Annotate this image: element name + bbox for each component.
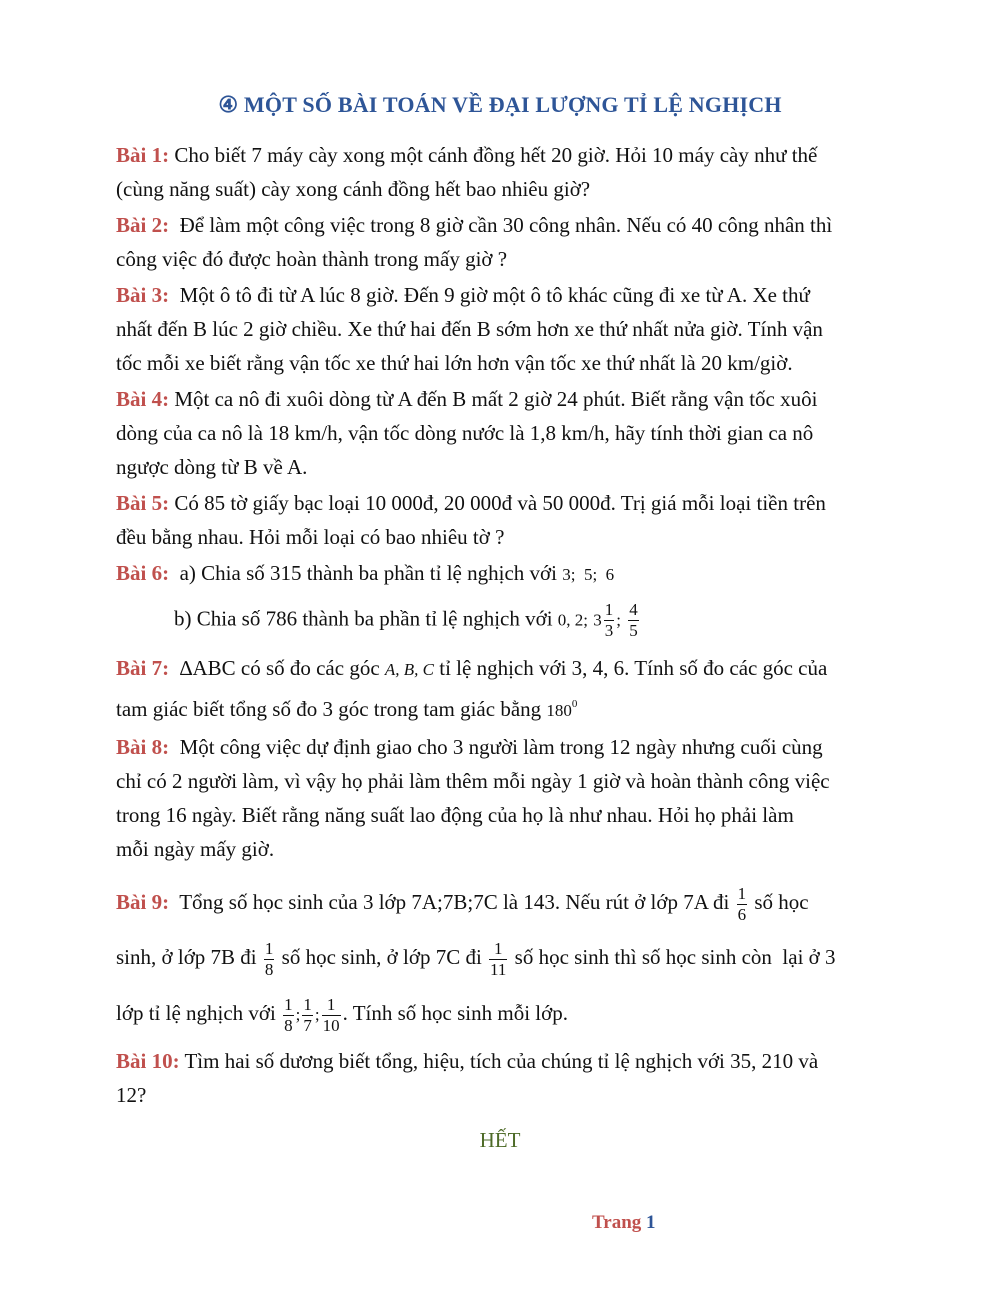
problem-6-b <box>116 600 908 641</box>
problem-9-label: Bài 9: <box>116 890 170 914</box>
problem-4 <box>116 382 908 484</box>
problem-7-text-3: tam giác biết tổng số đo 3 góc trong tam giác bằng <box>116 697 542 721</box>
page-title: ④ MỘT SỐ BÀI TOÁN VỀ ĐẠI LƯỢNG TỈ LỆ NGHỊCH <box>218 92 782 117</box>
problem-6-label: Bài 6: <box>116 561 170 585</box>
problem-8-line-2: chỉ có 2 người làm, vì vậy họ phải làm thêm mỗi ngày 1 giờ và hoàn thành công việc <box>116 769 830 793</box>
problem-8-line-1: Một công việc dự định giao cho 3 người làm trong 12 ngày nhưng cuối cùng <box>179 735 823 759</box>
problem-1-line-2: (cùng năng suất) cày xong cánh đồng hết bao nhiêu giờ? <box>116 177 591 201</box>
problem-9-line-2 <box>116 932 908 982</box>
problem-9-fraction-7c <box>489 939 507 980</box>
problem-2 <box>116 208 908 276</box>
fraction-numerator: 1 <box>264 938 274 958</box>
fraction-numerator: 1 <box>604 600 614 619</box>
problem-5-line-1: Có 85 tờ giấy bạc loại 10 000đ, 20 000đ và 50 000đ. Trị giá mỗi loại tiền trên <box>174 491 826 515</box>
problem-10-label: Bài 10: <box>116 1049 180 1073</box>
problem-9-ratio-1 <box>283 995 294 1036</box>
fraction-denominator: 10 <box>322 1015 340 1035</box>
problem-8-line-3: trong 16 ngày. Biết rằng năng suất lao động của họ là như nhau. Hỏi họ phải làm <box>116 803 794 827</box>
problem-8 <box>116 730 908 866</box>
fraction-numerator: 1 <box>737 883 747 903</box>
problem-7 <box>116 651 908 728</box>
problem-9-line-1 <box>116 878 908 926</box>
problem-9-fraction-7a <box>737 884 748 925</box>
problem-2-line-2: công việc đó được hoàn thành trong mấy giờ ? <box>116 247 508 271</box>
problem-4-line-1: Một ca nô đi xuôi dòng từ A đến B mất 2 giờ 24 phút. Biết rằng vận tốc xuôi <box>174 387 818 411</box>
page-footer <box>592 1212 656 1234</box>
problem-6-part-b: b) Chia số 786 thành ba phần tỉ lệ nghịch với <box>174 606 553 631</box>
problem-9-text-5: số học sinh thì số học sinh còn lại ở 3 <box>514 945 836 969</box>
problem-9-text-6: lớp tỉ lệ nghịch với <box>116 1001 276 1025</box>
problem-3 <box>116 278 908 380</box>
end-marker: HẾT <box>479 1128 521 1152</box>
problem-6-b-fraction-2 <box>628 600 639 641</box>
problem-6-part-a: a) Chia số 315 thành ba phần tỉ lệ nghịch với <box>179 561 557 585</box>
problem-9 <box>116 878 908 1040</box>
problem-3-line-1: Một ô tô đi từ A lúc 8 giờ. Đến 9 giờ một ô tô khác cũng đi xe từ A. Xe thứ <box>179 283 810 307</box>
page-number: 1 <box>646 1212 656 1233</box>
problem-9-ratio-2 <box>302 995 313 1036</box>
fraction-denominator: 6 <box>737 904 747 924</box>
page-label: Trang <box>592 1212 642 1233</box>
fraction-denominator: 8 <box>264 959 274 979</box>
problem-2-label: Bài 2: <box>116 213 170 237</box>
problem-6-b-value-1: 0, 2; <box>557 610 589 630</box>
problem-1-label: Bài 1: <box>116 143 170 167</box>
fraction-numerator: 1 <box>303 994 312 1014</box>
problem-9-text-3: sinh, ở lớp 7B đi <box>116 945 257 969</box>
problem-9-text-4: số học sinh, ở lớp 7C đi <box>281 945 482 969</box>
problem-6-b-whole: 3 <box>593 610 602 630</box>
problem-3-line-2: nhất đến B lúc 2 giờ chiều. Xe thứ hai đến B sớm hơn xe thứ nhất nửa giờ. Tính vận <box>116 317 823 341</box>
problem-9-fraction-7b <box>264 939 275 980</box>
problem-7-text-1: ∆ABC có số đo các góc <box>179 656 380 680</box>
problem-10-line-1: Tìm hai số dương biết tổng, hiệu, tích của chúng tỉ lệ nghịch với 35, 210 và <box>184 1049 819 1073</box>
problem-7-text-2: tỉ lệ nghịch với 3, 4, 6. Tính số đo các góc của <box>439 656 828 680</box>
problem-6-b-fraction-1 <box>604 600 615 641</box>
fraction-numerator: 1 <box>326 994 336 1014</box>
problem-9-text-7: . Tính số học sinh mỗi lớp. <box>342 1001 568 1025</box>
problem-9-ratio-3 <box>322 995 341 1036</box>
problem-5 <box>116 486 908 554</box>
problem-9-text-2: số học <box>754 890 809 914</box>
problem-7-label: Bài 7: <box>116 656 170 680</box>
fraction-denominator: 3 <box>604 621 614 640</box>
problem-4-line-2: dòng của ca nô là 18 km/h, vận tốc dòng nước là 1,8 km/h, hãy tính thời gian ca nô <box>116 421 814 445</box>
problem-5-line-2: đều bằng nhau. Hỏi mỗi loại có bao nhiêu tờ ? <box>116 525 505 549</box>
fraction-numerator: 1 <box>493 938 503 958</box>
problem-4-label: Bài 4: <box>116 387 170 411</box>
separator: ; <box>295 1005 301 1024</box>
problem-8-line-4: mỗi ngày mấy giờ. <box>116 837 275 861</box>
problem-6 <box>116 556 908 592</box>
problem-5-label: Bài 5: <box>116 491 170 515</box>
fraction-numerator: 1 <box>284 994 293 1014</box>
problem-10 <box>116 1044 908 1112</box>
fraction-denominator: 11 <box>490 959 507 979</box>
problem-4-line-3: ngược dòng từ B về A. <box>116 455 308 479</box>
problem-7-angles: A, B, C <box>384 660 435 679</box>
problem-3-line-3: tốc mỗi xe biết rằng vận tốc xe thứ hai lớn hơn vận tốc xe thứ nhất là 20 km/giờ. <box>116 351 793 375</box>
problem-9-line-3 <box>116 988 908 1040</box>
problem-6-a-values: 3; 5; 6 <box>562 565 615 584</box>
fraction-denominator: 5 <box>629 621 638 640</box>
separator: ; <box>616 610 622 630</box>
problem-3-label: Bài 3: <box>116 283 170 307</box>
fraction-numerator: 4 <box>629 600 638 619</box>
fraction-denominator: 7 <box>303 1015 312 1035</box>
problem-9-text-1: Tổng số học sinh của 3 lớp 7A;7B;7C là 143. Nếu rút ở lớp 7A đi <box>179 890 730 914</box>
degree-superscript: 0 <box>571 698 578 710</box>
problem-2-line-1: Để làm một công việc trong 8 giờ cần 30 công nhân. Nếu có 40 công nhân thì <box>179 213 833 237</box>
problem-7-degree: 180 <box>546 701 572 720</box>
problem-list <box>116 138 908 1114</box>
problem-8-label: Bài 8: <box>116 735 170 759</box>
problem-1 <box>116 138 908 206</box>
fraction-denominator: 8 <box>284 1015 293 1035</box>
problem-10-line-2: 12? <box>116 1083 147 1107</box>
separator: ; <box>314 1005 320 1024</box>
problem-1-line-1: Cho biết 7 máy cày xong một cánh đồng hết 20 giờ. Hỏi 10 máy cày như thế <box>174 143 818 167</box>
